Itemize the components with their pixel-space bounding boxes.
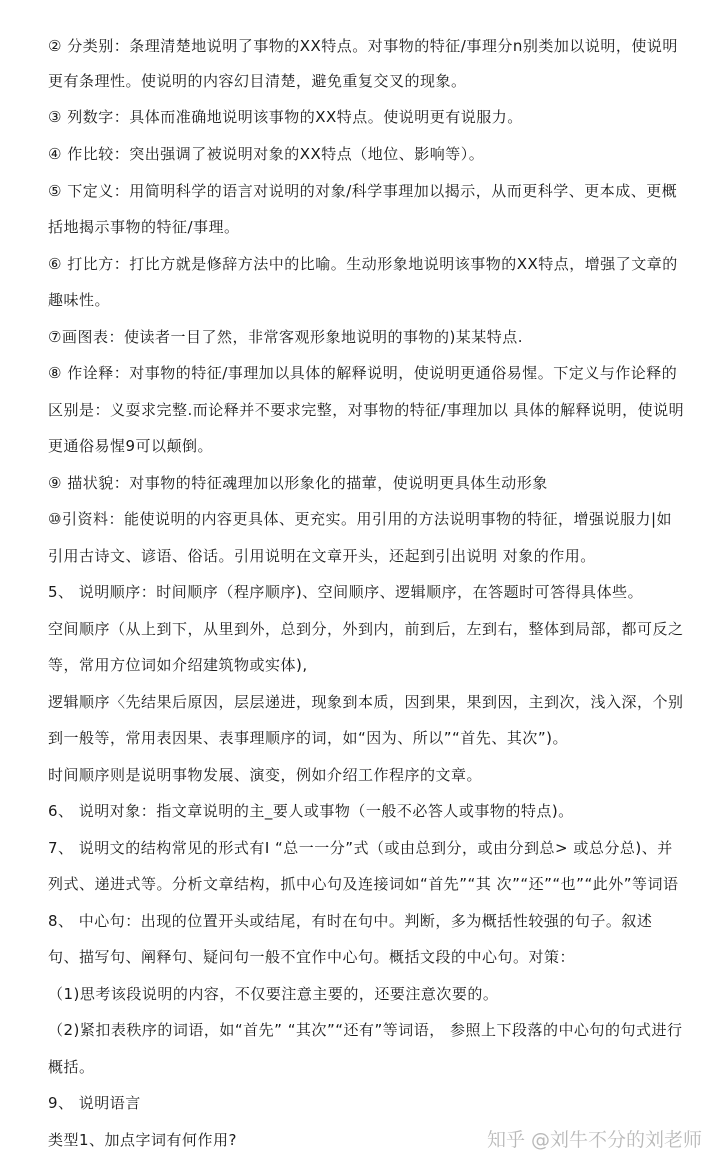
text-line: ⑨ 描状貌：对事物的特征魂理加以形象化的描葷，使说明更具体生动形象 bbox=[48, 474, 548, 492]
text-line: （1)思考该段说明的内容，不仅要注意主要的，还要注意次要的。 bbox=[48, 985, 499, 1003]
text-line: 8、 中心句：出现的位置开头或结尾，有时在句中。判断，多为概括性较强的句子。叙述 bbox=[48, 912, 653, 930]
text-line: 逻辑顺序〈先结果后原因，层层递进，现象到本质，因到果，果到因，主到次，浅入深，个别 bbox=[48, 693, 684, 711]
text-line: 趣味性。 bbox=[48, 291, 111, 309]
text-line: ⑥ 打比方：打比方就是修辞方法中的比喻。生动形象地说明该事物的XX特点，增强了文章的 bbox=[48, 255, 678, 273]
text-line: ⑩引资料：能使说明的内容更具体、更充实。用引用的方法说明事物的特征，增强说服力|如 bbox=[48, 510, 673, 528]
text-line: 空间顺序（从上到下，从里到外，总到分，外到内，前到后，左到右，整体到局部，都可反之 bbox=[48, 620, 684, 638]
text-line: 列式、递进式等。分析文章结构，抓中心句及连接词如“首先”“其 次”“还”“也”“此外”等词语 bbox=[48, 875, 679, 893]
text-line: ④ 作比较：突出强调了被说明对象的XX特点（地位、影响等）。 bbox=[48, 145, 485, 163]
text-line: 句、描写句、阐释句、疑问句一般不宜作中心句。概括文段的中心句。对策： bbox=[48, 948, 576, 966]
text-line: ⑧ 作诠释：对事物的特征/事理加以具体的解释说明，使说明更通俗易惺。下定义与作论释的 bbox=[48, 364, 678, 382]
text-line: 到一般等，常用表因果、表事理顺序的词，如“因为、所以”“首先、其次”)。 bbox=[48, 729, 568, 747]
text-line: 9、 说明语言 bbox=[48, 1094, 141, 1112]
text-line: ② 分类别：条理清楚地说明了事物的XX特点。对事物的特征/事理分n别类加以说明，使说明 bbox=[48, 37, 678, 55]
text-line: 7、 说明文的结构常见的形式有I “总一一分”式（或由总到分，或由分到总> 或总分总)、并 bbox=[48, 839, 673, 857]
text-line: 时间顺序则是说明事物发展、演变，例如介绍工作程序的文章。 bbox=[48, 766, 483, 784]
text-line: 类型1、加点字词有何作用? bbox=[48, 1131, 238, 1149]
text-line: 更通俗易惺9可以颠倒。 bbox=[48, 437, 214, 455]
text-line: ⑤ 下定义：用简明科学的语言对说明的对象/科学事理加以揭示，从而更科学、更本成、更概 bbox=[48, 182, 678, 200]
text-line: 更有条理性。使说明的内容幻目清楚，避免重复交叉的现象。 bbox=[48, 72, 467, 90]
text-line: 引用古诗文、谚语、俗话。引用说明在文章开头，还起到引出说明 对象的作用。 bbox=[48, 547, 596, 565]
text-line: 6、 说明对象：指文章说明的主_要人或事物（一般不必答人或事物的特点)。 bbox=[48, 802, 574, 820]
zhihu-watermark: 知乎 @刘牛不分的刘老师 bbox=[486, 1129, 702, 1151]
text-line: ⑦画图表：使读者一目了然，非常客观形象地说明的事物的)某某特点. bbox=[48, 328, 524, 346]
text-line: 区别是：义耍求完整.而论释并不要求完整，对事物的特征/事理加以 具体的解释说明，使说明 bbox=[48, 401, 685, 419]
text-line: 括地揭示事物的特征/事理。 bbox=[48, 218, 240, 236]
text-line: 5、 说明顺序：时间顺序（程序顺序)、空间顺序、逻辑顺序，在答题时可答得具体些。 bbox=[48, 583, 644, 601]
text-line: ③ 列数字：具体而准确地说明该事物的XX特点。使说明更有说服力。 bbox=[48, 108, 523, 126]
text-line: 等，常用方位词如介绍建筑物或实体), bbox=[48, 656, 308, 674]
text-line: 概括。 bbox=[48, 1058, 95, 1076]
text-line: （2)紧扣表秩序的词语，如“首先” “其次”“还有”等词语， 参照上下段落的中心句的句式进行 bbox=[48, 1021, 683, 1039]
